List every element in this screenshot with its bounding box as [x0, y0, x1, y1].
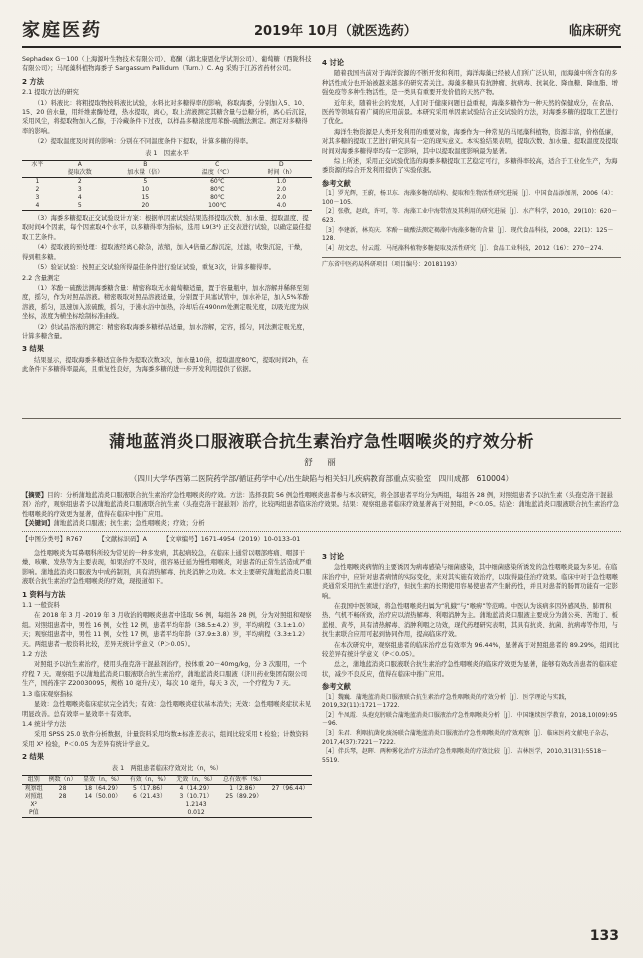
table-row: [22, 809, 312, 818]
table-header: 例数（n）: [46, 775, 80, 784]
table-cell: 60℃: [210, 178, 225, 186]
table-row: [22, 178, 312, 187]
subsection-heading: 2.2 含量测定: [22, 273, 60, 282]
paragraph: 采用 SPSS 25.0 软件分析数据，计量资料采用均数±标准差表示，组间比较采用 t 检验；计数资料采用 X² 检验，P＜0.05 为差异有统计学意义。: [22, 731, 309, 748]
section-heading: 2 结果: [22, 752, 44, 762]
factor-level-table: [22, 160, 312, 211]
reference-item: ［4］伴兵琴，赵晖．两种雾化治疗方法治疗急性咽喉炎的疗效比较［J］．吉林医学，2010,31(31):5518－5519.: [322, 748, 608, 764]
table-cell: 14（50.00）: [84, 792, 122, 800]
reference-item: ［3］李建新，林英庆．苯酚－硫酸法测定褐藻中海藻多糖的含量［J］．现代食品科技，2008，22(1)：125－128．: [322, 226, 614, 243]
prev-article-left-column: [22, 55, 312, 376]
table-cell: 2: [77, 178, 82, 186]
table-cell: 28: [58, 792, 67, 800]
materials-text: Sephadex G－100（上海源叶生物技术有限公司）、葛酮（湖北康恩化学试剂公司）、葡萄糖（西陇科技有限公司）；马尾藻科植物海黍子 Sargassum Pallidum（Turn.）C. Ag 采购于江苏省药材公司。: [22, 56, 312, 73]
paragraph: （4）提取液的预处理：提取液经离心除杂，浓缩，加入4倍量乙醇沉淀，过滤，收集沉淀，干燥，得到粗多糖。: [22, 244, 307, 261]
table-cell: 20: [107, 202, 184, 211]
reference-item: ［2］牛凤霞．头孢克肟联合蒲地蓝消炎口服液治疗急性咽喉炎分析［J］．中国继续医学教育，2018,10(09):95－96.: [322, 711, 618, 728]
paragraph: （2）提取温度及时间的影响：分别在不同温度条件下提取，计算多糖的得率。: [34, 138, 253, 146]
abstract-text: 目的：分析蒲地蓝消炎口服液联合抗生素治疗急性咽喉炎的疗效。方法：选择我院 56 例急性咽喉炎患者参与本次研究，将全部患者平均分为两组，每组各 28 例，对照组患者予以抗生素（头孢克洛干混悬剂）治疗，观察组患者予以蒲地蓝消炎口服液联合抗生素（头孢克洛干混悬剂）治疗，比较两组患者临床治疗效果。结果：观察组患者临床疗效显著高于对照组，P＜0.05。结论：蒲地蓝消炎口服液联合抗生素治疗急性咽喉炎的疗效更为显著，值得在临床中推广应用。: [22, 492, 620, 518]
table-cell: 0.012: [173, 809, 220, 818]
table-header: 无效（n，%）: [173, 775, 220, 784]
table-cell: 2.0: [276, 194, 287, 202]
table-header: 温度（℃）: [184, 169, 251, 178]
article-title: 蒲地蓝消炎口服液联合抗生素治疗急性咽喉炎的疗效分析: [109, 432, 534, 451]
table-header: 提取次数: [53, 169, 107, 178]
table-caption: 表 1 两组患者临床疗效对比（n，%）: [111, 764, 223, 772]
paragraph: （2）供试品溶液的测定：精密称取海黍多糖样品适量，加水溶解，定容，摇匀，同法测定吸光度，计算多糖含量。: [22, 323, 309, 340]
references-heading: 参考文献: [322, 178, 351, 188]
table-cell: 4: [77, 194, 82, 202]
table-header: 时间（h）: [251, 169, 312, 178]
funding-note: 广东省中医药局科研项目（项目编号：20181193）: [322, 257, 621, 269]
references-heading: 参考文献: [322, 682, 351, 692]
table-cell: 5: [143, 178, 148, 186]
prev-article-right-column: [322, 55, 621, 270]
paragraph: 海洋生物资源是人类开发利用的重要对象，海黍作为一种常见的马尾藻科植物，资源丰富，价格低廉，对其多糖的提取工艺进行研究具有一定的现实意义。本实验结果表明，提取次数、加水量、提取温度及提取时间对海黍多糖得率均有一定影响，其中以提取温度影响最为显著。: [322, 128, 618, 155]
table-cell: X²: [30, 800, 38, 808]
table-header: B: [107, 161, 184, 170]
keywords-text: 蒲地蓝消炎口服液；抗生素；急性咽喉炎；疗效；分析: [53, 520, 205, 528]
results-heading: 3 结果: [22, 344, 44, 354]
efficacy-table: [22, 775, 312, 818]
section-heading: 3 讨论: [322, 552, 344, 561]
table-cell: 100℃: [184, 202, 251, 211]
table-header: 显效（n，%）: [80, 775, 127, 784]
paragraph: 结果显示，提取海黍多糖适宜条件为提取次数3次，加水量10倍，提取温度80℃，提取时间2h，在此条件下多糖得率最高，且重复性良好，为海黍多糖的进一步开发利用提供了依据。: [22, 356, 309, 374]
table-cell: 6（21.43）: [132, 792, 166, 800]
table-row: [22, 202, 312, 211]
subsection-heading: 1.3 临床观察指标: [22, 689, 73, 698]
article-number: 【文章编号】1671-4954（2019）10-0133-01: [162, 536, 301, 543]
table-row: [22, 186, 312, 194]
table-row: [22, 194, 312, 202]
table-cell: 1.0: [276, 178, 287, 186]
table-caption: 表 1 因素水平: [145, 149, 189, 157]
table-row: [22, 793, 312, 801]
table-cell: 18（64.29）: [84, 784, 122, 792]
table-cell: 5（17.86）: [132, 784, 166, 792]
paragraph: （1）料液比：将粗提取物按料液比试验，水料比对多糖得率的影响，称取海黍，分别加入5、10、15、20 倍水量，用纤维素酶处理，热水提取，离心，取上清液测定其糖含量与总糖分析，离心后沉淀，采用风尘，将提取物加入乙醇，于冷藏条件下过夜，以样品多糖浓度用苯酚-硫酸法测定。测定对多糖得率的影响。: [22, 99, 311, 135]
reference-list: [322, 190, 621, 253]
table-cell: 15: [141, 194, 150, 202]
article-left-column: [22, 549, 312, 821]
reference-item: ［1］魏巍．蒲地蓝消炎口服液联合抗生素治疗急性咽喉炎的疗效分析［J］．医学理论与实践，2019,32(11):1721－1722.: [322, 693, 571, 710]
table-row: [22, 801, 312, 809]
author-affiliation: （四川大学华西第二医院药学部/循证药学中心/出生缺陷与相关妇儿疾病教育部重点实验室 四川成都 610004）: [129, 474, 514, 483]
document-code: 【文献标识码】A: [98, 536, 147, 543]
table-cell: 3: [35, 194, 40, 202]
article-divider: [22, 418, 621, 419]
running-header: [22, 12, 621, 48]
table-header: 水平: [22, 161, 53, 170]
paragraph: 随着我国当前对于海洋资源的不断开发和利用，海洋海藻已经被人们所广泛认知，而海藻中所含有的多种活性成分也开始被越来越多的研究者关注。海藻多糖具有抗肿瘤、抗病毒、抗氧化、降血糖、降血脂、增强免疫等多种生物活性，是一类具有重要开发价值的天然产物。: [322, 70, 618, 97]
paragraph: （1）苯酚－硫酸法测海黍糖含量：精密称取无水葡萄糖适量，置于容量瓶中，加水溶解并稀释至刻度，摇匀，作为对照品溶液。精密吸取对照品溶液适量，分别置于具塞试管中，加水补足，加入5%苯酚溶液，摇匀，迅速加入浓硫酸，摇匀，于沸水浴中加热，冷却后在490nm处测定吸光度，以吸光度为纵坐标，浓度为横坐标绘制标准曲线。: [22, 284, 310, 321]
methods-heading: 2 方法: [22, 76, 44, 86]
table-cell: 观察组: [24, 784, 43, 792]
table-header: 加水量（倍）: [107, 169, 184, 178]
table-header: C: [184, 161, 251, 170]
table-cell: 27（96.44）: [271, 784, 309, 792]
table-cell: 10: [141, 186, 150, 194]
paragraph: 综上所述，采用正交试验优选的海黍多糖提取工艺稳定可行，多糖得率较高，适合于工业化生产，为海黍资源的综合开发利用提供了实验依据。: [322, 158, 618, 175]
table-cell: 25（89.29）: [225, 792, 263, 800]
reference-item: ［4］胡文忠，付云霞．马尾藻科植物多糖提取及活性研究［J］．食品工业科技，2012（16）：270－274．: [322, 244, 608, 252]
table-cell: 1.2143: [185, 800, 207, 808]
subsection-heading: 1.2 方法: [22, 650, 47, 659]
table-row: [22, 784, 312, 793]
clc-code: 【中图分类号】R767: [22, 536, 83, 543]
paragraph: 在本次研究中，观察组患者的临床治疗总有效率为 96.44%，显著高于对照组患者的 89.29%，组间比较差异有统计学意义（P＜0.05）。: [322, 641, 620, 659]
paragraph: 对照组予以抗生素治疗，使用头孢克洛干混悬剂治疗，按体重 20－40mg/kg，分 3 次服用，一个疗程 7 天。观察组予以蒲地蓝消炎口服液联合抗生素治疗，蒲地蓝消炎口服液（济川药业集团有限公司生产，国药准字 Z20030095，规格 10 毫升/支），每次 10 毫升，每天 3 次，一个疗程为 7 天。: [22, 661, 308, 688]
paragraph: 显效：急性咽喉炎临床症状完全消失；有效：急性咽喉炎症状基本消失；无效：急性咽喉炎症状未见明显改善。总有效率＝显效率＋有效率。: [22, 701, 312, 718]
table-header: 总有效率（%）: [219, 775, 268, 784]
table-cell: 4.0: [251, 202, 312, 211]
abstract-label: 【摘要】: [22, 492, 48, 499]
table-header: 组别: [22, 775, 46, 784]
subsection-heading: 1.1 一般资料: [22, 601, 60, 610]
table-cell: 28: [58, 784, 67, 792]
abstract-block: [22, 491, 621, 532]
table-cell: 4: [22, 202, 53, 211]
section-label: 临床研究: [568, 24, 621, 39]
paragraph: 急性咽喉炎病情的主要诱因为病毒感染与细菌感染，其中细菌感染所诱发的急性咽喉炎最为多见。在临床治疗中，应针对患者病情的实际变化，来对其实施有效治疗，以取得最佳治疗效果。临床中对于急性咽喉炎通常采用抗生素进行治疗，但抗生素的长期使用容易使患者产生耐药性，并且对患者的肠胃功能有一定影响。: [322, 564, 618, 600]
article-author: 舒 丽: [304, 458, 339, 468]
paragraph: （5）验证试验：按照正交试验所得最佳条件进行验证试验，重复3次，计算多糖得率。: [34, 264, 275, 272]
journal-brand: 家庭医药: [22, 20, 102, 41]
paragraph: 总之，蒲地蓝消炎口服液联合抗生素治疗急性咽喉炎的临床疗效更为显著，能够有效改善患者的临床症状，减少不良反应，值得在临床中推广应用。: [322, 661, 618, 678]
page-number: 133: [589, 928, 619, 944]
paragraph: 急性咽喉炎为耳鼻咽科所较为常见的一种多发病，其起病较急，在临床上通常以咽部疼痛、咽部干燥、咳嗽、发热等为主要表现，如果治疗不及时，很容易迁延为慢性咽喉炎，对患者的正常生活造成严重影响。蒲地蓝消炎口服液为中成药制剂，具有清热解毒、抗炎消肿之功效。本文主要研究蒲地蓝消炎口服液联合抗生素治疗急性咽喉炎的疗效，现报道如下。: [22, 550, 312, 586]
table-header: D: [251, 161, 312, 170]
table-cell: 1: [35, 178, 40, 186]
table-cell: 4（14.29）: [179, 784, 213, 792]
table-cell: 80℃: [210, 186, 225, 194]
table-header: [22, 169, 53, 178]
subsection-heading: 1.4 统计学方法: [22, 719, 67, 728]
table-cell: 1（2.86）: [229, 784, 259, 792]
section-heading: 1 资料与方法: [22, 589, 66, 599]
article-meta: [22, 535, 621, 544]
reference-item: ［2］张敬，赵政，许可，等．海藻工业中海带渣及其利用的研究进展［J］．水产科学，2010，29(10)：620－623．: [322, 208, 618, 225]
table-cell: 3（10.71）: [179, 792, 213, 800]
table-cell: 2.0: [276, 186, 287, 194]
subsection-heading: 2.1 提取方法的研究: [22, 88, 79, 97]
paragraph: 在 2018 年 3 月 -2019 年 3 月收治的咽喉炎患者中选取 56 例，每组各 28 例，分为对照组和观察组。对照组患者中，男性 16 例，女性 12 例，患者平均年龄（38.5±4.2）岁，平均病程（3.1±1.0）天；观察组患者中，男性 11 例，女性 17 例，患者平均年龄（37.9±3.8）岁，平均病程（3.3±1.2）天。两组患者一般资料比较，差异无统计学意义（P＞0.05）。: [22, 612, 312, 648]
table-cell: 2: [35, 186, 40, 194]
article-right-column: [322, 549, 621, 766]
paragraph: 近年来，随着社会的发展，人们对于健康问题日益重视，海藻多糖作为一种天然的保健成分，在食品、医药等领域有着广阔的应用前景。本研究采用单因素试验结合正交试验的方法，对海黍多糖的提取工艺进行了优化。: [322, 99, 618, 126]
table-header: 有效（n，%）: [126, 775, 173, 784]
paragraph: 在我国中医领域，将急性咽喉炎归属为“乳蛾”与“喉痹”等范畴。中医认为该病多因外感风热、肺胃积热、气机不畅所致，治疗应以清热解毒、利咽消肿为主。蒲地蓝消炎口服液主要成分为蒲公英、苦地丁、板蓝根、黄芩，具有清热解毒、消肿利咽之功效，现代药理研究表明，其具有抗炎、抗菌、抗病毒等作用，与抗生素联合应用可起到协同作用，提高临床疗效。: [322, 603, 618, 639]
issue-label: 2019年 10月（就医选药）: [254, 24, 417, 39]
paragraph: （3）海黍多糖提取正交试验设计方案：根据单因素试验结果选择提取次数、加水量、提取温度、提取时间4个因素，每个因素取4个水平，以多糖得率为指标，选用 L9(3⁴) 正交表进行试验，以确定最佳提取工艺条件。: [22, 215, 312, 241]
discussion-heading: 4 讨论: [322, 58, 344, 67]
table-cell: 5: [53, 202, 107, 211]
reference-list: [322, 694, 621, 766]
table-cell: 80℃: [210, 194, 225, 202]
table-cell: P值: [22, 809, 46, 818]
table-cell: 3: [77, 186, 82, 194]
table-cell: 对照组: [24, 792, 43, 800]
reference-item: ［3］朱君．利咽抗菌化痰汤联合蒲地蓝消炎口服液治疗急性咽喉炎的疗效观察［J］．临床医药文献电子杂志，2017,4(37):7221－7222.: [322, 730, 613, 746]
table-header: A: [53, 161, 107, 170]
reference-item: ［1］罗光辉，王蔚，杨卫东．海藻多糖的结构、提取和生物活性研究进展［J］．中国食品添加剂，2006（4）：100－105．: [322, 190, 617, 206]
keywords-label: 【关键词】: [22, 520, 54, 528]
